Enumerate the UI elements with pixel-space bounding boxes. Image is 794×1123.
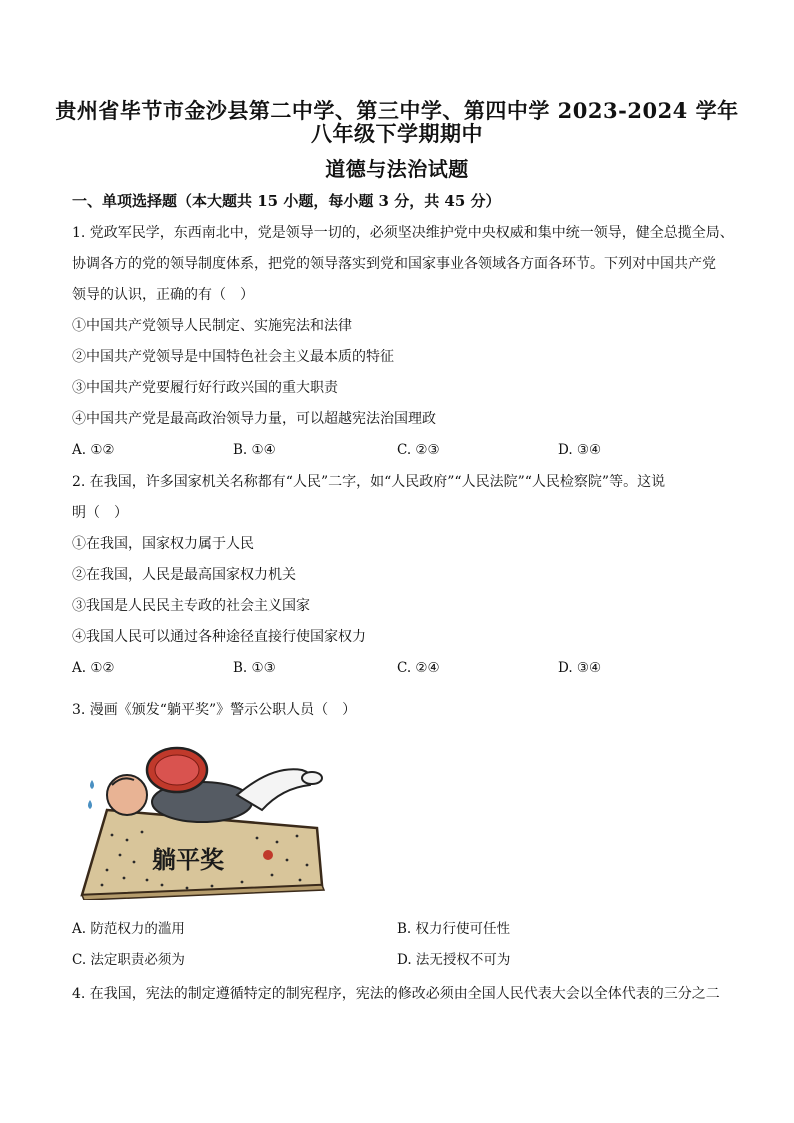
red-seal: [263, 850, 273, 860]
exam-subject-title: 道德与法治试题: [325, 157, 469, 181]
q1-item-2: ②中国共产党领导是中国特色社会主义最本质的特征: [72, 349, 394, 365]
q2-stem-line2: 明（ ）: [72, 505, 128, 521]
q4-stem-line1: 4. 在我国，宪法的制定遵循特定的制宪程序，宪法的修改必须由全国人民代表大会以全体代表的三分之二: [72, 986, 720, 1002]
q1-option-a: A. ①②: [72, 442, 115, 458]
q1-option-c: C. ②③: [397, 442, 440, 458]
q1-item-1: ①中国共产党领导人民制定、实施宪法和法律: [72, 318, 352, 334]
q2-item-1: ①在我国，国家权力属于人民: [72, 536, 254, 552]
q3-option-b: B. 权力行使可任性: [397, 921, 511, 937]
exam-title-line1: 贵州省毕节市金沙县第二中学、第三中学、第四中学 2023-2024 学年: [55, 98, 739, 123]
q2-option-c: C. ②④: [397, 660, 440, 676]
q2-option-d: D. ③④: [558, 660, 602, 676]
q3-option-a: A. 防范权力的滥用: [72, 921, 185, 937]
q1-option-d: D. ③④: [558, 442, 602, 458]
q1-stem-line1: 1. 党政军民学，东西南北中，党是领导一切的，必须坚决维护党中央权威和集中统一领导，健全总揽全局、: [72, 225, 734, 241]
q3-stem: 3. 漫画《颁发“躺平奖”》警示公职人员（ ）: [72, 702, 357, 718]
person-foot: [302, 772, 322, 784]
q2-option-a: A. ①②: [72, 660, 115, 676]
q2-item-4: ④我国人民可以通过各种途径直接行使国家权力: [72, 629, 366, 645]
q3-option-c: C. 法定职责必须为: [72, 952, 185, 968]
q2-stem-line1: 2. 在我国，许多国家机关名称都有“人民”二字，如“人民政府”“人民法院”“人民检察院”等。这说: [72, 474, 666, 490]
q2-item-2: ②在我国，人民是最高国家权力机关: [72, 567, 296, 583]
q2-item-3: ③我国是人民民主专政的社会主义国家: [72, 598, 310, 614]
q1-stem-line3: 领导的认识，正确的有（ ）: [72, 287, 254, 303]
exam-title-line2: 八年级下学期期中: [311, 121, 483, 146]
q1-stem-line2: 协调各方的党的领导制度体系，把党的领导落实到党和国家事业各领域各方面各环节。下列对中国共产党: [72, 256, 716, 272]
plaque-inner: [155, 755, 199, 785]
q1-item-4: ④中国共产党是最高政治领导力量，可以超越宪法治国理政: [72, 411, 436, 427]
person-head: [107, 775, 147, 815]
section-heading: 一、单项选择题（本大题共 15 小题，每小题 3 分，共 45 分）: [72, 192, 501, 210]
q2-option-b: B. ①③: [233, 660, 276, 676]
sweat-drop: [90, 780, 94, 789]
award-mat-text: 躺平奖: [152, 845, 224, 874]
lying-flat-award-cartoon: [72, 740, 330, 900]
q1-item-3: ③中国共产党要履行好行政兴国的重大职责: [72, 380, 338, 396]
sweat-drop: [88, 800, 92, 809]
q1-option-b: B. ①④: [233, 442, 276, 458]
q3-option-d: D. 法无授权不可为: [397, 952, 511, 968]
